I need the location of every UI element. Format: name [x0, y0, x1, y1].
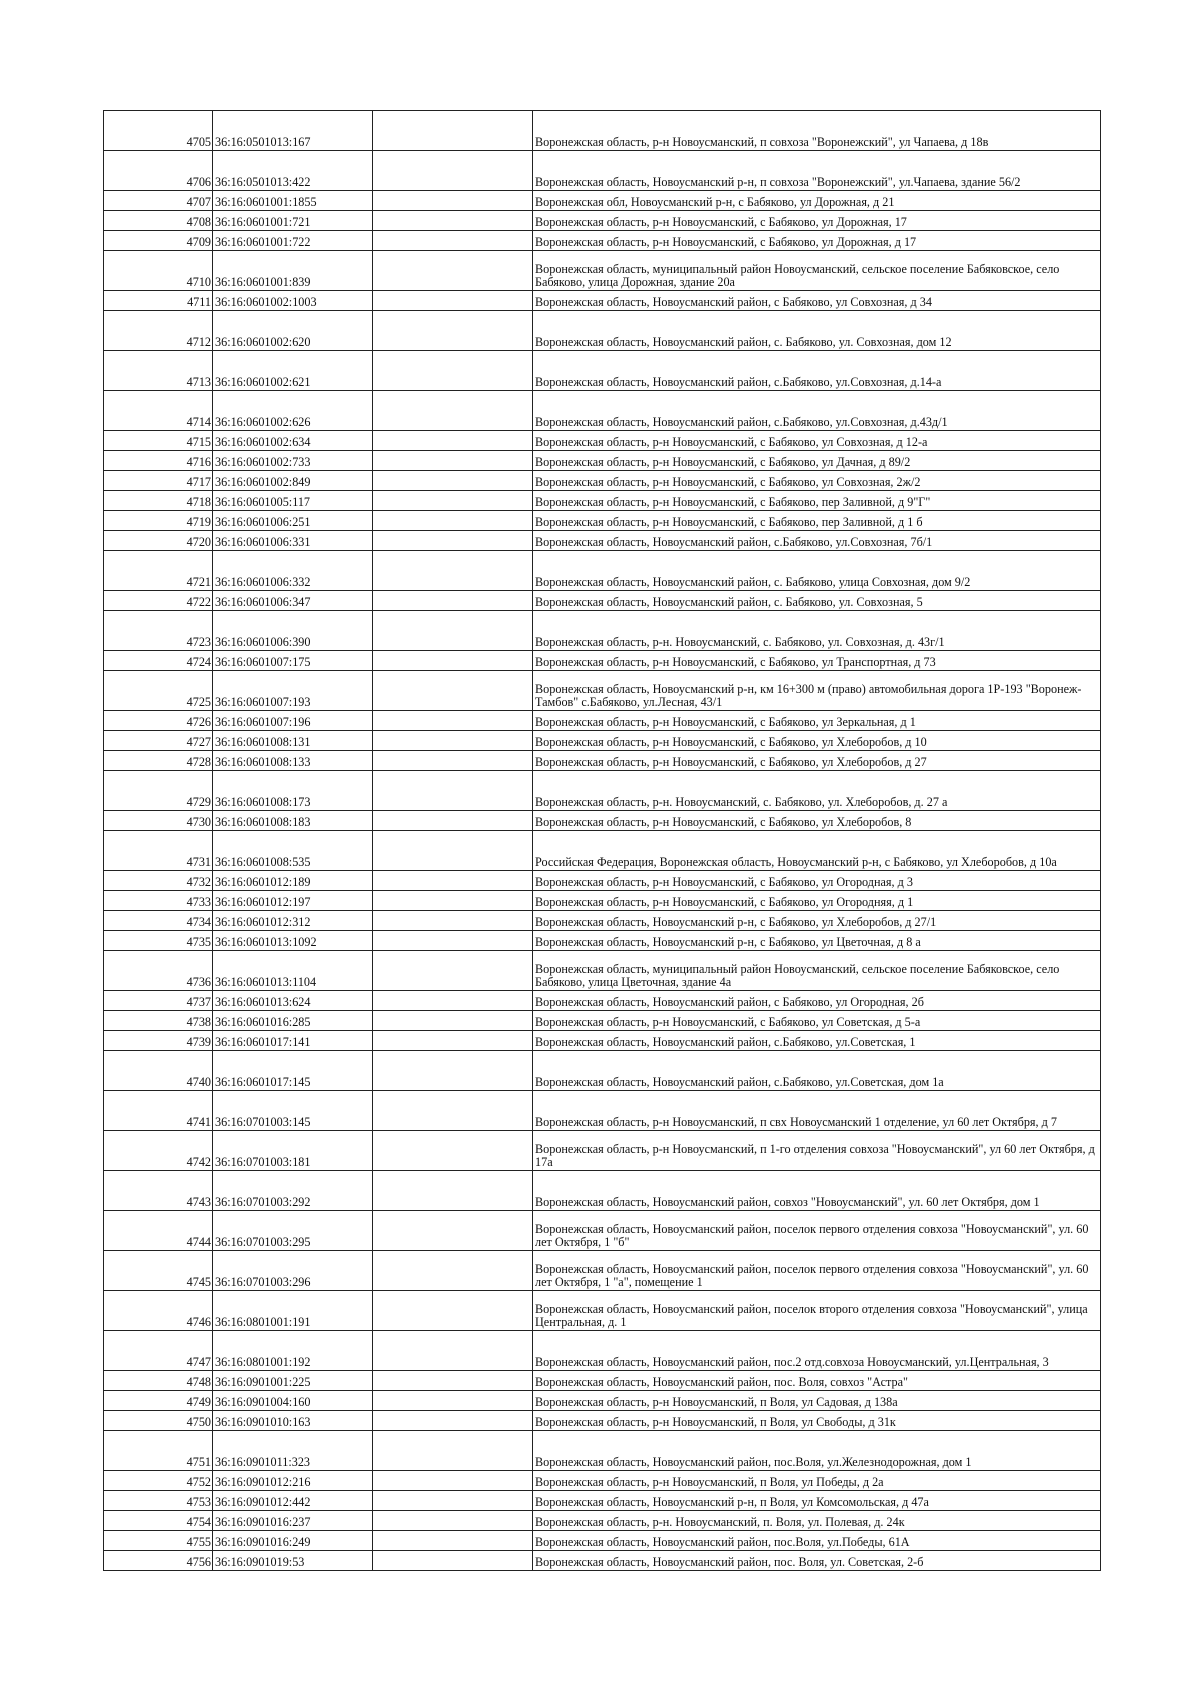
address: Воронежская область, Новоусманский район, пос.2 отд.совхоза Новоусманский, ул.Центральная, 3: [533, 1331, 1101, 1371]
empty-cell: [373, 431, 533, 451]
row-number: 4740: [104, 1051, 213, 1091]
row-number: 4715: [104, 431, 213, 451]
cadastral-number: 36:16:0701003:296: [213, 1251, 373, 1291]
table-row: [104, 391, 1101, 431]
cadastral-number: 36:16:0601007:175: [213, 651, 373, 671]
row-number: 4712: [104, 311, 213, 351]
cadastral-number: 36:16:0601006:390: [213, 611, 373, 651]
row-number: 4752: [104, 1471, 213, 1491]
table-row: [104, 871, 1101, 891]
cadastral-number: 36:16:0601008:173: [213, 771, 373, 811]
row-number: 4745: [104, 1251, 213, 1291]
address: Воронежская область, р-н Новоусманский, с Бабяково, ул Хлеборобов, д 27: [533, 751, 1101, 771]
address: Воронежская область, р-н Новоусманский, с Бабяково, ул Хлеборобов, 8: [533, 811, 1101, 831]
table-row: [104, 831, 1101, 871]
cadastral-number: 36:16:0601001:721: [213, 211, 373, 231]
empty-cell: [373, 951, 533, 991]
table-row: [104, 1551, 1101, 1571]
table-row: [104, 291, 1101, 311]
cadastral-number: 36:16:0601002:1003: [213, 291, 373, 311]
empty-cell: [373, 751, 533, 771]
table-row: [104, 891, 1101, 911]
empty-cell: [373, 831, 533, 871]
row-number: 4705: [104, 111, 213, 151]
empty-cell: [373, 491, 533, 511]
row-number: 4739: [104, 1031, 213, 1051]
empty-cell: [373, 311, 533, 351]
address: Воронежская область, Новоусманский р-н, с Бабяково, ул Цветочная, д 8 а: [533, 931, 1101, 951]
row-number: 4732: [104, 871, 213, 891]
cadastral-number: 36:16:0601008:133: [213, 751, 373, 771]
empty-cell: [373, 1291, 533, 1331]
table-row: [104, 1511, 1101, 1531]
cadastral-number: 36:16:0901012:216: [213, 1471, 373, 1491]
address: Воронежская область, р-н. Новоусманский, с. Бабяково, ул. Хлеборобов, д. 27 а: [533, 771, 1101, 811]
address: Воронежская область, р-н Новоусманский, п совхоза "Воронежский", ул Чапаева, д 18в: [533, 111, 1101, 151]
address: Воронежская область, Новоусманский район, с.Бабяково, ул.Советская, дом 1а: [533, 1051, 1101, 1091]
empty-cell: [373, 251, 533, 291]
address: Воронежская область, р-н Новоусманский, с Бабяково, ул Совхозная, 2ж/2: [533, 471, 1101, 491]
cadastral-number: 36:16:0901019:53: [213, 1551, 373, 1571]
row-number: 4722: [104, 591, 213, 611]
row-number: 4742: [104, 1131, 213, 1171]
row-number: 4718: [104, 491, 213, 511]
address: Воронежская область, Новоусманский район, пос. Воля, совхоз "Астра": [533, 1371, 1101, 1391]
empty-cell: [373, 1031, 533, 1051]
address: Воронежская область, р-н. Новоусманский, п. Воля, ул. Полевая, д. 24к: [533, 1511, 1101, 1531]
empty-cell: [373, 1431, 533, 1471]
row-number: 4755: [104, 1531, 213, 1551]
table-row: [104, 711, 1101, 731]
table-row: [104, 491, 1101, 511]
address: Воронежская область, муниципальный район Новоусманский, сельское поселение Бабяковское, село Бабяково, улица Цветочная, здание 4а: [533, 951, 1101, 991]
table-row: [104, 151, 1101, 191]
row-number: 4725: [104, 671, 213, 711]
empty-cell: [373, 191, 533, 211]
table-body: [104, 111, 1101, 1571]
row-number: 4724: [104, 651, 213, 671]
cadastral-number: 36:16:0801001:192: [213, 1331, 373, 1371]
table-row: [104, 1031, 1101, 1051]
document-page: [103, 110, 1100, 1571]
row-number: 4735: [104, 931, 213, 951]
row-number: 4720: [104, 531, 213, 551]
table-row: [104, 751, 1101, 771]
row-number: 4726: [104, 711, 213, 731]
cadastral-number: 36:16:0601012:312: [213, 911, 373, 931]
address: Воронежская область, Новоусманский район, совхоз "Новоусманский", ул. 60 лет Октября, дом 1: [533, 1171, 1101, 1211]
cadastral-number: 36:16:0601008:131: [213, 731, 373, 751]
empty-cell: [373, 511, 533, 531]
address: Воронежская область, р-н Новоусманский, п свх Новоусманский 1 отделение, ул 60 лет Октября, д 7: [533, 1091, 1101, 1131]
cadastral-number: 36:16:0901016:249: [213, 1531, 373, 1551]
cadastral-number: 36:16:0601013:1104: [213, 951, 373, 991]
address: Воронежская область, Новоусманский район, с.Бабяково, ул.Совхозная, д.14-а: [533, 351, 1101, 391]
table-row: [104, 451, 1101, 471]
row-number: 4723: [104, 611, 213, 651]
cadastral-number: 36:16:0901010:163: [213, 1411, 373, 1431]
address: Воронежская область, р-н Новоусманский, с Бабяково, пер Заливной, д 1 б: [533, 511, 1101, 531]
cadastral-number: 36:16:0601002:849: [213, 471, 373, 491]
empty-cell: [373, 731, 533, 751]
empty-cell: [373, 1131, 533, 1171]
empty-cell: [373, 1011, 533, 1031]
row-number: 4727: [104, 731, 213, 751]
table-row: [104, 471, 1101, 491]
empty-cell: [373, 391, 533, 431]
table-row: [104, 671, 1101, 711]
table-row: [104, 1491, 1101, 1511]
address: Воронежская область, Новоусманский р-н, км 16+300 м (право) автомобильная дорога 1Р-193 "Воронеж-Тамбов" с.Бабяково, ул.Лесная, 43/1: [533, 671, 1101, 711]
table-row: [104, 771, 1101, 811]
empty-cell: [373, 991, 533, 1011]
address: Воронежская область, Новоусманский район, с. Бабяково, ул. Совхозная, 5: [533, 591, 1101, 611]
empty-cell: [373, 911, 533, 931]
empty-cell: [373, 891, 533, 911]
empty-cell: [373, 451, 533, 471]
empty-cell: [373, 1091, 533, 1131]
empty-cell: [373, 1331, 533, 1371]
address: Воронежская область, Новоусманский район, поселок первого отделения совхоза "Новоусманский", ул. 60 лет Октября, 1 "а", помещение 1: [533, 1251, 1101, 1291]
cadastral-number: 36:16:0601013:1092: [213, 931, 373, 951]
table-row: [104, 111, 1101, 151]
cadastral-number: 36:16:0901012:442: [213, 1491, 373, 1511]
address: Воронежская область, Новоусманский район, поселок второго отделения совхоза "Новоусманский", улица Центральная, д. 1: [533, 1291, 1101, 1331]
address: Воронежская область, р-н Новоусманский, с Бабяково, ул Огородняя, д 1: [533, 891, 1101, 911]
address: Воронежская область, Новоусманский район, пос.Воля, ул.Железнодорожная, дом 1: [533, 1431, 1101, 1471]
cadastral-number: 36:16:0801001:191: [213, 1291, 373, 1331]
address: Воронежская область, р-н Новоусманский, с Бабяково, ул Советская, д 5-а: [533, 1011, 1101, 1031]
address: Воронежская область, р-н Новоусманский, с Бабяково, пер Заливной, д 9"Г": [533, 491, 1101, 511]
table-row: [104, 1131, 1101, 1171]
cadastral-number: 36:16:0701003:292: [213, 1171, 373, 1211]
empty-cell: [373, 151, 533, 191]
table-row: [104, 811, 1101, 831]
address: Воронежская область, р-н Новоусманский, с Бабяково, ул Дачная, д 89/2: [533, 451, 1101, 471]
address: Воронежская область, Новоусманский р-н, с Бабяково, ул Хлеборобов, д 27/1: [533, 911, 1101, 931]
empty-cell: [373, 111, 533, 151]
address: Воронежская область, р-н Новоусманский, с Бабяково, ул Хлеборобов, д 10: [533, 731, 1101, 751]
table-row: [104, 991, 1101, 1011]
table-row: [104, 1391, 1101, 1411]
row-number: 4746: [104, 1291, 213, 1331]
row-number: 4738: [104, 1011, 213, 1031]
address: Воронежская область, р-н Новоусманский, с Бабяково, ул Зеркальная, д 1: [533, 711, 1101, 731]
row-number: 4750: [104, 1411, 213, 1431]
row-number: 4754: [104, 1511, 213, 1531]
empty-cell: [373, 1391, 533, 1411]
row-number: 4751: [104, 1431, 213, 1471]
empty-cell: [373, 211, 533, 231]
cadastral-number: 36:16:0701003:295: [213, 1211, 373, 1251]
row-number: 4708: [104, 211, 213, 231]
empty-cell: [373, 711, 533, 731]
empty-cell: [373, 551, 533, 591]
address: Воронежская область, р-н Новоусманский, с Бабяково, ул Огородная, д 3: [533, 871, 1101, 891]
empty-cell: [373, 1371, 533, 1391]
row-number: 4714: [104, 391, 213, 431]
table-row: [104, 511, 1101, 531]
empty-cell: [373, 291, 533, 311]
table-row: [104, 551, 1101, 591]
table-row: [104, 931, 1101, 951]
row-number: 4747: [104, 1331, 213, 1371]
address: Российская Федерация, Воронежская область, Новоусманский р-н, с Бабяково, ул Хлеборобов, д 10а: [533, 831, 1101, 871]
table-row: [104, 951, 1101, 991]
table-row: [104, 531, 1101, 551]
empty-cell: [373, 1551, 533, 1571]
cadastral-number: 36:16:0601007:193: [213, 671, 373, 711]
table-row: [104, 1171, 1101, 1211]
row-number: 4729: [104, 771, 213, 811]
address: Воронежская область, Новоусманский район, с.Бабяково, ул.Совхозная, д.43д/1: [533, 391, 1101, 431]
row-number: 4709: [104, 231, 213, 251]
cadastral-number: 36:16:0601017:141: [213, 1031, 373, 1051]
row-number: 4730: [104, 811, 213, 831]
address: Воронежская область, р-н Новоусманский, п Воля, ул Садовая, д 138а: [533, 1391, 1101, 1411]
address: Воронежская область, р-н Новоусманский, п Воля, ул Победы, д 2а: [533, 1471, 1101, 1491]
row-number: 4713: [104, 351, 213, 391]
table-row: [104, 611, 1101, 651]
empty-cell: [373, 1471, 533, 1491]
cadastral-number: 36:16:0901001:225: [213, 1371, 373, 1391]
address: Воронежская область, Новоусманский район, с.Бабяково, ул.Советская, 1: [533, 1031, 1101, 1051]
cadastral-number: 36:16:0601005:117: [213, 491, 373, 511]
cadastral-number: 36:16:0601002:621: [213, 351, 373, 391]
cadastral-number: 36:16:0601016:285: [213, 1011, 373, 1031]
row-number: 4716: [104, 451, 213, 471]
cadastral-number: 36:16:0601002:634: [213, 431, 373, 451]
table-row: [104, 251, 1101, 291]
address: Воронежская область, р-н Новоусманский, с Бабяково, ул Транспортная, д 73: [533, 651, 1101, 671]
address: Воронежская область, р-н Новоусманский, с Бабяково, ул Дорожная, 17: [533, 211, 1101, 231]
cadastral-number: 36:16:0501013:422: [213, 151, 373, 191]
cadastral-number: 36:16:0601006:332: [213, 551, 373, 591]
table-row: [104, 1091, 1101, 1131]
address: Воронежская область, Новоусманский район, пос.Воля, ул.Победы, 61А: [533, 1531, 1101, 1551]
row-number: 4743: [104, 1171, 213, 1211]
table-row: [104, 591, 1101, 611]
cadastral-number: 36:16:0901011:323: [213, 1431, 373, 1471]
cadastral-number: 36:16:0901016:237: [213, 1511, 373, 1531]
cadastral-number: 36:16:0901004:160: [213, 1391, 373, 1411]
address: Воронежская область, Новоусманский район, с Бабяково, ул Огородная, 2б: [533, 991, 1101, 1011]
address: Воронежская область, р-н. Новоусманский, с. Бабяково, ул. Совхозная, д. 43г/1: [533, 611, 1101, 651]
row-number: 4737: [104, 991, 213, 1011]
cadastral-number: 36:16:0601012:197: [213, 891, 373, 911]
address: Воронежская область, Новоусманский район, с. Бабяково, ул. Совхозная, дом 12: [533, 311, 1101, 351]
table-row: [104, 311, 1101, 351]
cadastral-number: 36:16:0601007:196: [213, 711, 373, 731]
row-number: 4717: [104, 471, 213, 491]
table-row: [104, 231, 1101, 251]
address: Воронежская обл, Новоусманский р-н, с Бабяково, ул Дорожная, д 21: [533, 191, 1101, 211]
row-number: 4719: [104, 511, 213, 531]
cadastral-number: 36:16:0601002:626: [213, 391, 373, 431]
table-row: [104, 1371, 1101, 1391]
row-number: 4728: [104, 751, 213, 771]
table-row: [104, 1331, 1101, 1371]
cadastral-number: 36:16:0601001:1855: [213, 191, 373, 211]
row-number: 4744: [104, 1211, 213, 1251]
table-row: [104, 191, 1101, 211]
address: Воронежская область, Новоусманский район, пос. Воля, ул. Советская, 2-б: [533, 1551, 1101, 1571]
row-number: 4706: [104, 151, 213, 191]
empty-cell: [373, 351, 533, 391]
address: Воронежская область, р-н Новоусманский, п Воля, ул Свободы, д 31к: [533, 1411, 1101, 1431]
address: Воронежская область, Новоусманский район, с Бабяково, ул Совхозная, д 34: [533, 291, 1101, 311]
cadastral-number: 36:16:0601008:535: [213, 831, 373, 871]
cadastral-number: 36:16:0601006:251: [213, 511, 373, 531]
table-row: [104, 1291, 1101, 1331]
table-row: [104, 351, 1101, 391]
empty-cell: [373, 611, 533, 651]
empty-cell: [373, 1511, 533, 1531]
table-row: [104, 1051, 1101, 1091]
cadastral-number: 36:16:0601006:331: [213, 531, 373, 551]
row-number: 4711: [104, 291, 213, 311]
table-row: [104, 211, 1101, 231]
empty-cell: [373, 671, 533, 711]
address: Воронежская область, р-н Новоусманский, п 1-го отделения совхоза "Новоусманский", ул 60 лет Октября, д 17а: [533, 1131, 1101, 1171]
table-row: [104, 731, 1101, 751]
address: Воронежская область, Новоусманский район, с.Бабяково, ул.Совхозная, 7б/1: [533, 531, 1101, 551]
empty-cell: [373, 531, 533, 551]
address: Воронежская область, р-н Новоусманский, с Бабяково, ул Дорожная, д 17: [533, 231, 1101, 251]
table-row: [104, 1431, 1101, 1471]
cadastral-number: 36:16:0601013:624: [213, 991, 373, 1011]
table-row: [104, 911, 1101, 931]
row-number: 4756: [104, 1551, 213, 1571]
empty-cell: [373, 1531, 533, 1551]
row-number: 4731: [104, 831, 213, 871]
empty-cell: [373, 1491, 533, 1511]
cadastral-number: 36:16:0601002:733: [213, 451, 373, 471]
table-row: [104, 1411, 1101, 1431]
empty-cell: [373, 771, 533, 811]
property-table: [103, 110, 1101, 1571]
cadastral-number: 36:16:0601001:839: [213, 251, 373, 291]
address: Воронежская область, Новоусманский район, с. Бабяково, улица Совхозная, дом 9/2: [533, 551, 1101, 591]
empty-cell: [373, 471, 533, 491]
table-row: [104, 651, 1101, 671]
table-row: [104, 431, 1101, 451]
address: Воронежская область, муниципальный район Новоусманский, сельское поселение Бабяковское, село Бабяково, улица Дорожная, здание 20а: [533, 251, 1101, 291]
table-row: [104, 1471, 1101, 1491]
cadastral-number: 36:16:0601002:620: [213, 311, 373, 351]
cadastral-number: 36:16:0701003:145: [213, 1091, 373, 1131]
address: Воронежская область, Новоусманский р-н, п совхоза "Воронежский", ул.Чапаева, здание 56/2: [533, 151, 1101, 191]
address: Воронежская область, Новоусманский р-н, п Воля, ул Комсомольская, д 47а: [533, 1491, 1101, 1511]
row-number: 4749: [104, 1391, 213, 1411]
address: Воронежская область, Новоусманский район, поселок первого отделения совхоза "Новоусманский", ул. 60 лет Октября, 1 "б": [533, 1211, 1101, 1251]
cadastral-number: 36:16:0601001:722: [213, 231, 373, 251]
cadastral-number: 36:16:0501013:167: [213, 111, 373, 151]
empty-cell: [373, 1171, 533, 1211]
table-row: [104, 1011, 1101, 1031]
empty-cell: [373, 591, 533, 611]
cadastral-number: 36:16:0601006:347: [213, 591, 373, 611]
row-number: 4736: [104, 951, 213, 991]
address: Воронежская область, р-н Новоусманский, с Бабяково, ул Совхозная, д 12-а: [533, 431, 1101, 451]
row-number: 4741: [104, 1091, 213, 1131]
row-number: 4721: [104, 551, 213, 591]
row-number: 4707: [104, 191, 213, 211]
empty-cell: [373, 1051, 533, 1091]
table-row: [104, 1531, 1101, 1551]
row-number: 4733: [104, 891, 213, 911]
row-number: 4710: [104, 251, 213, 291]
empty-cell: [373, 651, 533, 671]
table-row: [104, 1251, 1101, 1291]
empty-cell: [373, 811, 533, 831]
empty-cell: [373, 1251, 533, 1291]
row-number: 4748: [104, 1371, 213, 1391]
empty-cell: [373, 1211, 533, 1251]
empty-cell: [373, 231, 533, 251]
empty-cell: [373, 931, 533, 951]
empty-cell: [373, 1411, 533, 1431]
row-number: 4734: [104, 911, 213, 931]
cadastral-number: 36:16:0601012:189: [213, 871, 373, 891]
cadastral-number: 36:16:0701003:181: [213, 1131, 373, 1171]
cadastral-number: 36:16:0601008:183: [213, 811, 373, 831]
table-row: [104, 1211, 1101, 1251]
empty-cell: [373, 871, 533, 891]
row-number: 4753: [104, 1491, 213, 1511]
cadastral-number: 36:16:0601017:145: [213, 1051, 373, 1091]
